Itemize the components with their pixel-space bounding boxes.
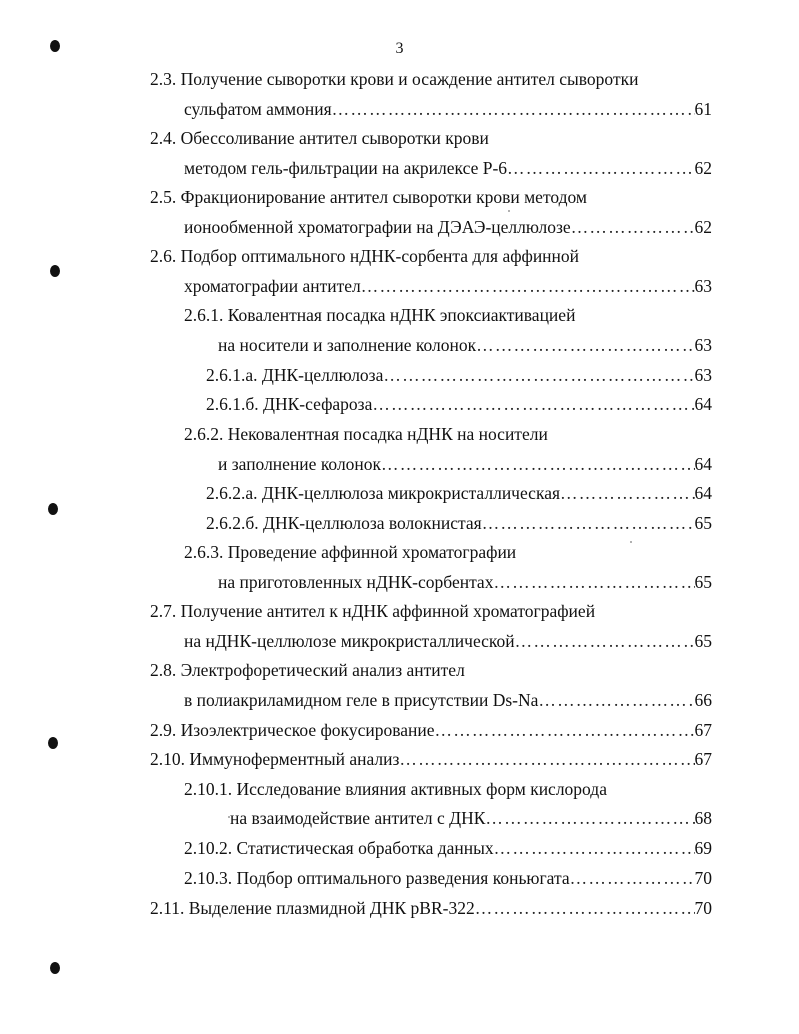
toc-entry-title: 2.3. Получение сыворотки крови и осаждение антител сыворотки: [150, 69, 639, 89]
toc-entry-title: на приготовленных нДНК-сорбентах: [218, 572, 494, 592]
toc-entry-title: на нДНК-целлюлозе микрокристаллической: [184, 631, 515, 651]
toc-entry-title: 2.9. Изоэлектрическое фокусирование: [150, 720, 435, 740]
page-number: 3: [395, 40, 404, 57]
toc-page-number: 67: [694, 720, 712, 740]
leader-dots: [538, 685, 694, 715]
toc-entry-title: 2.10.1. Исследование влияния активных форм кислорода: [184, 779, 607, 799]
toc-entry-title: 2.10. Иммуноферментный анализ: [150, 749, 400, 769]
toc-entry-title: 2.7. Получение антител к нДНК аффинной хроматографией: [150, 601, 596, 621]
leader-dots: [507, 153, 694, 183]
toc-entry-title: ионообменной хроматографии на ДЭАЭ-целлюлозе: [184, 217, 571, 237]
leader-dots: [482, 508, 695, 538]
toc-page-number: 70: [694, 868, 712, 888]
punch-hole-mark: [48, 503, 58, 515]
leader-dots: [475, 893, 695, 923]
punch-hole-mark: [50, 40, 60, 52]
toc-entry-heading: [150, 123, 489, 153]
toc-entry-title: методом гель-фильтрации на акрилексе Р-6: [184, 158, 508, 178]
toc-page-number: 61: [694, 99, 712, 119]
toc-entry-title: 2.6.1.б. ДНК-сефароза: [206, 394, 373, 414]
leader-dots: [332, 94, 695, 124]
leader-dots: [399, 744, 694, 774]
toc-entry-title: 2.6.2.б. ДНК-целлюлоза волокнистая: [206, 513, 482, 533]
toc-entry: [184, 626, 712, 656]
toc-page-number: 65: [694, 631, 712, 651]
toc-entry-title: 2.6.1.а. ДНК-целлюлоза: [206, 365, 384, 385]
toc-entry-title: на носители и заполнение колонок: [218, 335, 477, 355]
toc-entry-title: 2.8. Электрофоретический анализ антител: [150, 660, 465, 680]
punch-hole-mark: [48, 737, 58, 749]
toc-entry-heading: [184, 419, 548, 449]
toc-entry-title: 2.6.1. Ковалентная посадка нДНК эпоксиактивацией: [184, 305, 576, 325]
toc-entry-heading: [150, 655, 465, 685]
leader-dots: [515, 626, 695, 656]
leader-dots: [372, 389, 694, 419]
toc-entry-title: 2.10.3. Подбор оптимального разведения коньюгата: [184, 868, 570, 888]
toc-entry: [150, 744, 712, 774]
toc-entry-title: на взаимодействие антител с ДНК: [230, 808, 486, 828]
toc-entry-title: 2.6. Подбор оптимального нДНК-сорбента для аффинной: [150, 246, 580, 266]
toc-entry-heading: [150, 596, 595, 626]
toc-entry: [184, 153, 712, 183]
toc-entry-title: 2.11. Выделение плазмидной ДНК pBR-322: [150, 898, 475, 918]
toc-page-number: 67: [694, 749, 712, 769]
leader-dots: [493, 567, 694, 597]
toc-entry-title: 2.4. Обессоливание антител сыворотки крови: [150, 128, 489, 148]
toc-page-number: 62: [694, 158, 712, 178]
toc-page-number: 66: [694, 690, 712, 710]
toc-entry: [184, 833, 712, 863]
toc-entry: [206, 508, 712, 538]
toc-entry: [184, 685, 712, 715]
punch-hole-mark: [50, 265, 60, 277]
punch-hole-mark: [50, 962, 60, 974]
toc-entry-title: 2.6.3. Проведение аффинной хроматографии: [184, 542, 517, 562]
toc-page-number: 70: [694, 898, 712, 918]
toc-entry-heading: [184, 537, 516, 567]
leader-dots: [571, 212, 695, 242]
toc-entry: [218, 330, 712, 360]
toc-page-number: 64: [694, 483, 712, 503]
toc-page-number: 63: [694, 335, 712, 355]
toc-page-number: 63: [694, 276, 712, 296]
toc-entry-title: сульфатом аммония: [184, 99, 332, 119]
toc-entry: [206, 389, 712, 419]
toc-entry: [206, 478, 712, 508]
toc-entry-title: 2.5. Фракционирование антител сыворотки крови методом: [150, 187, 588, 207]
toc-entry: [184, 863, 712, 893]
leader-dots: [381, 449, 694, 479]
toc-entry: [230, 803, 712, 833]
leader-dots: [494, 833, 695, 863]
toc-entry: [184, 212, 712, 242]
toc-entry-heading: [150, 182, 587, 212]
leader-dots: [361, 271, 695, 301]
toc-entry-title: в полиакриламидном геле в присутствии Ds-Na: [184, 690, 539, 710]
leader-dots: [485, 803, 694, 833]
toc-page-number: 65: [694, 572, 712, 592]
toc-entry-title: 2.6.2. Нековалентная посадка нДНК на носители: [184, 424, 548, 444]
toc-entry: [184, 94, 712, 124]
toc-page-number: 68: [694, 808, 712, 828]
toc-entry: [218, 567, 712, 597]
toc-entry-heading: [150, 64, 638, 94]
leader-dots: [435, 715, 695, 745]
toc-page-number: 63: [694, 365, 712, 385]
toc-entry-heading: [150, 241, 579, 271]
toc-page-number: 62: [694, 217, 712, 237]
toc-entry: [184, 271, 712, 301]
toc-page-number: 65: [694, 513, 712, 533]
toc-page-number: 64: [694, 454, 712, 474]
toc-entry: [218, 449, 712, 479]
toc-entry-heading: [184, 300, 575, 330]
toc-page-number: 69: [694, 838, 712, 858]
toc-entry-heading: [184, 774, 607, 804]
toc-page-number: 64: [694, 394, 712, 414]
toc-entry-title: и заполнение колонок: [218, 454, 382, 474]
toc-entry: [150, 715, 712, 745]
leader-dots: [476, 330, 694, 360]
scan-speck: [630, 541, 632, 543]
leader-dots: [383, 360, 694, 390]
toc-entry: [150, 893, 712, 923]
leader-dots: [570, 863, 695, 893]
toc-entry: [206, 360, 712, 390]
leader-dots: [560, 478, 694, 508]
toc-entry-title: 2.6.2.а. ДНК-целлюлоза микрокристаллическая: [206, 483, 561, 503]
toc-entry-title: 2.10.2. Статистическая обработка данных: [184, 838, 494, 858]
toc-entry-title: хроматографии антител: [184, 276, 361, 296]
